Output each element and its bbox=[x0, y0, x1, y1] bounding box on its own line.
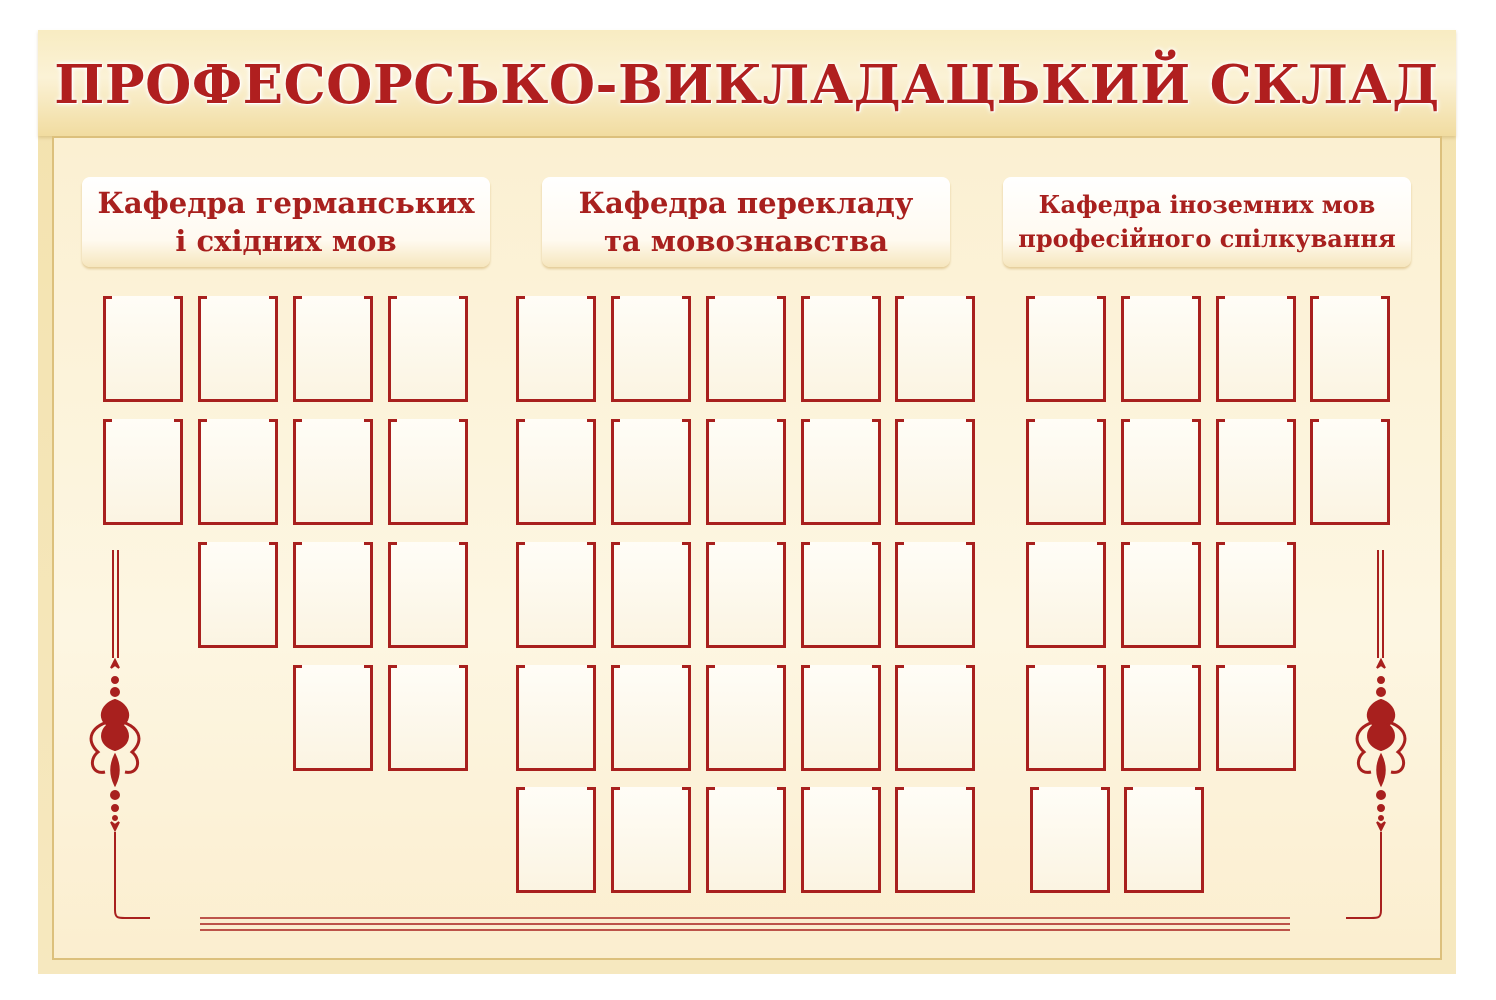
photo-frame-professional bbox=[1216, 419, 1296, 525]
photo-frame-translation bbox=[801, 419, 881, 525]
photo-frame-translation bbox=[516, 419, 596, 525]
photo-frame-translation bbox=[706, 419, 786, 525]
photo-frame-translation bbox=[801, 787, 881, 893]
right-ornament-icon bbox=[1346, 540, 1416, 940]
photo-frame-translation bbox=[895, 787, 975, 893]
photo-frame-translation bbox=[706, 665, 786, 771]
photo-frame-translation bbox=[895, 665, 975, 771]
photo-frame-professional bbox=[1121, 665, 1201, 771]
photo-frame-translation bbox=[706, 296, 786, 402]
photo-frame-germanic bbox=[198, 296, 278, 402]
photo-frame-translation bbox=[516, 787, 596, 893]
bottom-divider bbox=[190, 910, 1300, 940]
photo-frame-translation bbox=[611, 787, 691, 893]
photo-frame-germanic bbox=[198, 542, 278, 648]
left-ornament-icon bbox=[80, 540, 150, 940]
photo-frame-translation bbox=[801, 296, 881, 402]
photo-frame-germanic bbox=[103, 296, 183, 402]
photo-frame-professional bbox=[1310, 419, 1390, 525]
photo-frame-germanic bbox=[293, 419, 373, 525]
photo-frame-translation bbox=[611, 419, 691, 525]
photo-frame-professional bbox=[1026, 419, 1106, 525]
photo-frame-translation bbox=[611, 296, 691, 402]
photo-frame-professional bbox=[1030, 787, 1110, 893]
photo-frame-germanic bbox=[388, 419, 468, 525]
department-title-line: та мовознавства bbox=[603, 224, 889, 258]
department-title-line: і східних мов bbox=[175, 224, 397, 258]
photo-frame-translation bbox=[801, 665, 881, 771]
photo-frame-translation bbox=[895, 419, 975, 525]
photo-frame-translation bbox=[801, 542, 881, 648]
photo-frame-germanic bbox=[388, 665, 468, 771]
photo-frame-translation bbox=[516, 542, 596, 648]
photo-frame-translation bbox=[895, 296, 975, 402]
photo-frame-germanic bbox=[293, 542, 373, 648]
photo-frame-translation bbox=[516, 665, 596, 771]
photo-frame-germanic bbox=[198, 419, 278, 525]
photo-frame-professional bbox=[1026, 665, 1106, 771]
photo-frame-professional bbox=[1121, 296, 1201, 402]
photo-frame-germanic bbox=[103, 419, 183, 525]
photo-frame-professional bbox=[1121, 542, 1201, 648]
photo-frame-translation bbox=[895, 542, 975, 648]
photo-frame-professional bbox=[1216, 296, 1296, 402]
photo-frame-professional bbox=[1124, 787, 1204, 893]
photo-frame-translation bbox=[611, 542, 691, 648]
photo-frame-professional bbox=[1310, 296, 1390, 402]
department-header-germanic bbox=[82, 177, 490, 267]
photo-frame-professional bbox=[1121, 419, 1201, 525]
page-title: ПРОФЕСОРСЬКО-ВИКЛАДАЦЬКИЙ СКЛАД bbox=[54, 54, 1440, 116]
photo-frame-translation bbox=[706, 542, 786, 648]
photo-frame-germanic bbox=[293, 296, 373, 402]
photo-frame-professional bbox=[1216, 542, 1296, 648]
photo-frame-germanic bbox=[293, 665, 373, 771]
photo-frame-professional bbox=[1026, 296, 1106, 402]
department-header-professional bbox=[1003, 177, 1411, 267]
department-title-line: Кафедра іноземних мов bbox=[1038, 190, 1376, 219]
photo-frame-professional bbox=[1216, 665, 1296, 771]
photo-frame-translation bbox=[516, 296, 596, 402]
photo-frame-translation bbox=[611, 665, 691, 771]
photo-frame-translation bbox=[706, 787, 786, 893]
department-title-line: Кафедра перекладу bbox=[578, 186, 914, 220]
photo-frame-professional bbox=[1026, 542, 1106, 648]
department-title-line: професійного спілкування bbox=[1018, 224, 1396, 253]
department-header-translation bbox=[542, 177, 950, 267]
photo-frame-germanic bbox=[388, 296, 468, 402]
department-title-line: Кафедра германських bbox=[97, 186, 475, 220]
photo-frame-germanic bbox=[388, 542, 468, 648]
